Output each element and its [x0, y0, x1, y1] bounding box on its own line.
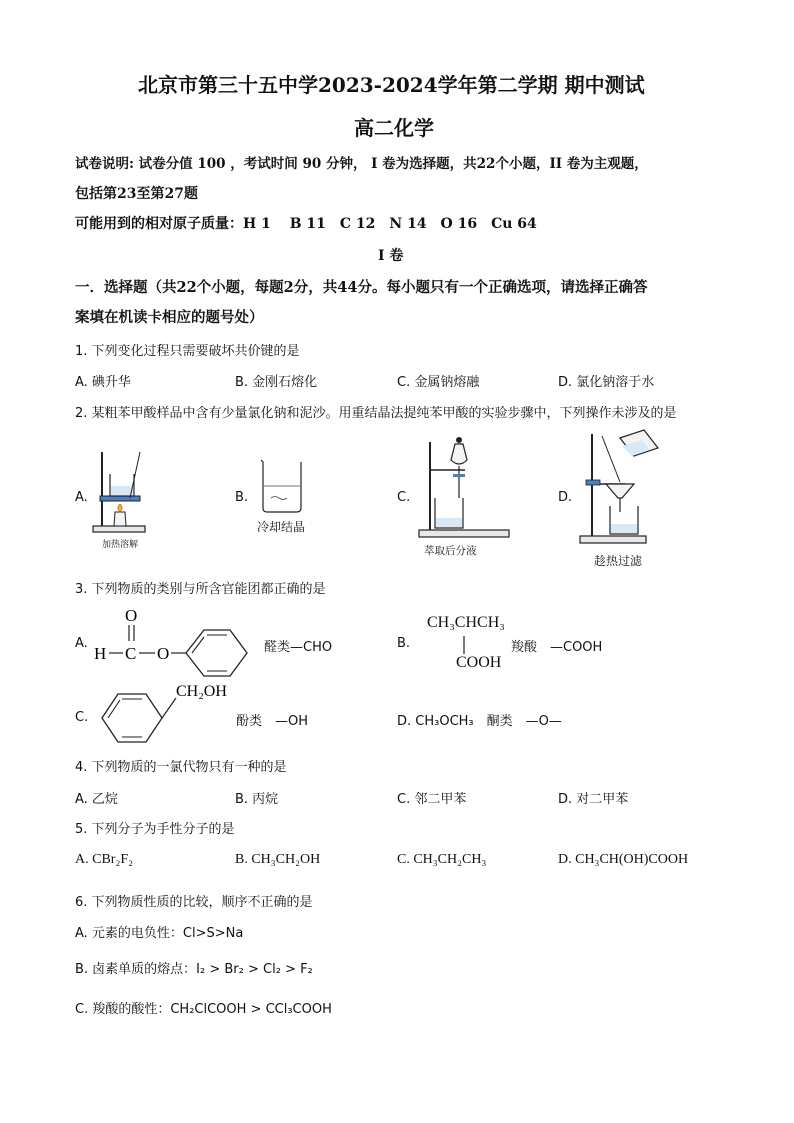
extraction-separating-funnel-apparatus	[417, 436, 507, 546]
q2-stem: 2. 某粗苯甲酸样品中含有少量氯化钠和泥沙。用重结晶法提纯苯甲酸的实验步骤中，下列操作未涉及的是	[75, 406, 677, 421]
q1-stem: 1. 下列变化过程只需要破坏共价键的是	[75, 344, 300, 359]
phenyl-formate-structure	[92, 603, 252, 683]
q3-option-b-class: 羧酸 —COOH	[511, 640, 603, 655]
section-heading-line2: 案填在机读卡相应的题号处）	[75, 309, 264, 326]
q2-caption-c: 萃取后分液	[424, 545, 477, 557]
q4-option-d: D. 对二甲苯	[558, 792, 629, 807]
section-label: I 卷	[378, 248, 404, 264]
q5-stem: 5. 下列分子为手性分子的是	[75, 822, 235, 837]
isobutyric-acid-bottom: COOH	[456, 654, 502, 671]
q6-option-c: C. 羧酸的酸性：CH₂ClCOOH > CCl₃COOH	[75, 1002, 332, 1017]
q2-caption-b: 冷却结晶	[257, 520, 306, 534]
q5-option-c: C. CH₃CH₂CH₃	[397, 852, 487, 867]
q5-option-a: A. CBr₂F₂	[75, 852, 133, 867]
q3-option-d: D. CH₃OCH₃ 酮类 —O—	[397, 714, 562, 729]
q3-option-c-letter: C.	[75, 710, 89, 725]
q5-option-d: D. CH₃CH(OH)COOH	[558, 852, 689, 867]
carbonyl-carbon: C	[125, 644, 137, 663]
q1-option-d: D. 氯化钠溶于水	[558, 375, 655, 390]
q6-stem: 6. 下列物质性质的比较，顺序不正确的是	[75, 895, 313, 910]
q2-caption-a: 加热溶解	[102, 540, 139, 550]
ester-oxygen: O	[157, 644, 170, 663]
q4-option-a: A. 乙烷	[75, 792, 118, 807]
q3-option-b-letter: B.	[397, 636, 411, 651]
carbonyl-oxygen: O	[125, 606, 138, 625]
exam-title: 北京市第三十五中学2023-2024学年第二学期 期中测试	[138, 73, 645, 97]
exam-instructions-line1: 试卷说明: 试卷分值 100 ，考试时间 90 分钟， I 卷为选择题，共22个小题，II 卷为主观题，	[75, 156, 648, 172]
q2-caption-d: 趁热过滤	[594, 554, 643, 568]
q4-option-c: C. 邻二甲苯	[397, 792, 467, 807]
section-heading-line1: 一．选择题（共22个小题，每题2分，共44分。每小题只有一个正确选项，请选择正确答	[75, 279, 648, 296]
q1-option-a: A. 碘升华	[75, 375, 131, 390]
q5-option-b: B. CH₃CH₂OH	[235, 852, 321, 867]
q2-option-b-letter: B.	[235, 490, 249, 505]
q1-option-c: C. 金属钠熔融	[397, 375, 480, 390]
hot-filtration-apparatus	[576, 428, 666, 548]
q6-option-a: A. 元素的电负性：Cl>S>Na	[75, 926, 244, 941]
heating-dissolve-apparatus	[90, 446, 160, 546]
q3-option-a-class: 醛类—CHO	[264, 640, 333, 655]
q3-option-c-class: 酚类 —OH	[236, 714, 309, 729]
hydroxymethyl-group: CH₂OH	[176, 683, 227, 700]
q1-option-b: B. 金刚石熔化	[235, 375, 318, 390]
isobutyric-acid-bond	[462, 636, 466, 656]
benzyl-alcohol-structure	[100, 678, 250, 750]
q6-option-b: B. 卤素单质的熔点：I₂ > Br₂ > Cl₂ > F₂	[75, 962, 313, 977]
q4-option-b: B. 丙烷	[235, 792, 279, 807]
q3-option-a-letter: A.	[75, 636, 88, 651]
q2-option-c-letter: C.	[397, 490, 411, 505]
isobutyric-acid-top: CH₃CHCH₃	[427, 614, 505, 631]
formyl-hydrogen: H	[94, 644, 107, 663]
atomic-masses: 可能用到的相对原子质量：H 1 B 11 C 12 N 14 O 16 Cu 64	[75, 216, 537, 232]
q4-stem: 4. 下列物质的一氯代物只有一种的是	[75, 760, 287, 775]
subject-title: 高二化学	[354, 116, 434, 140]
exam-instructions-line2: 包括第23至第27题	[75, 186, 198, 202]
q3-stem: 3. 下列物质的类别与所含官能团都正确的是	[75, 582, 326, 597]
cooling-crystallization-beaker	[257, 458, 307, 514]
q2-option-a-letter: A.	[75, 490, 88, 505]
q2-option-d-letter: D.	[558, 490, 573, 505]
